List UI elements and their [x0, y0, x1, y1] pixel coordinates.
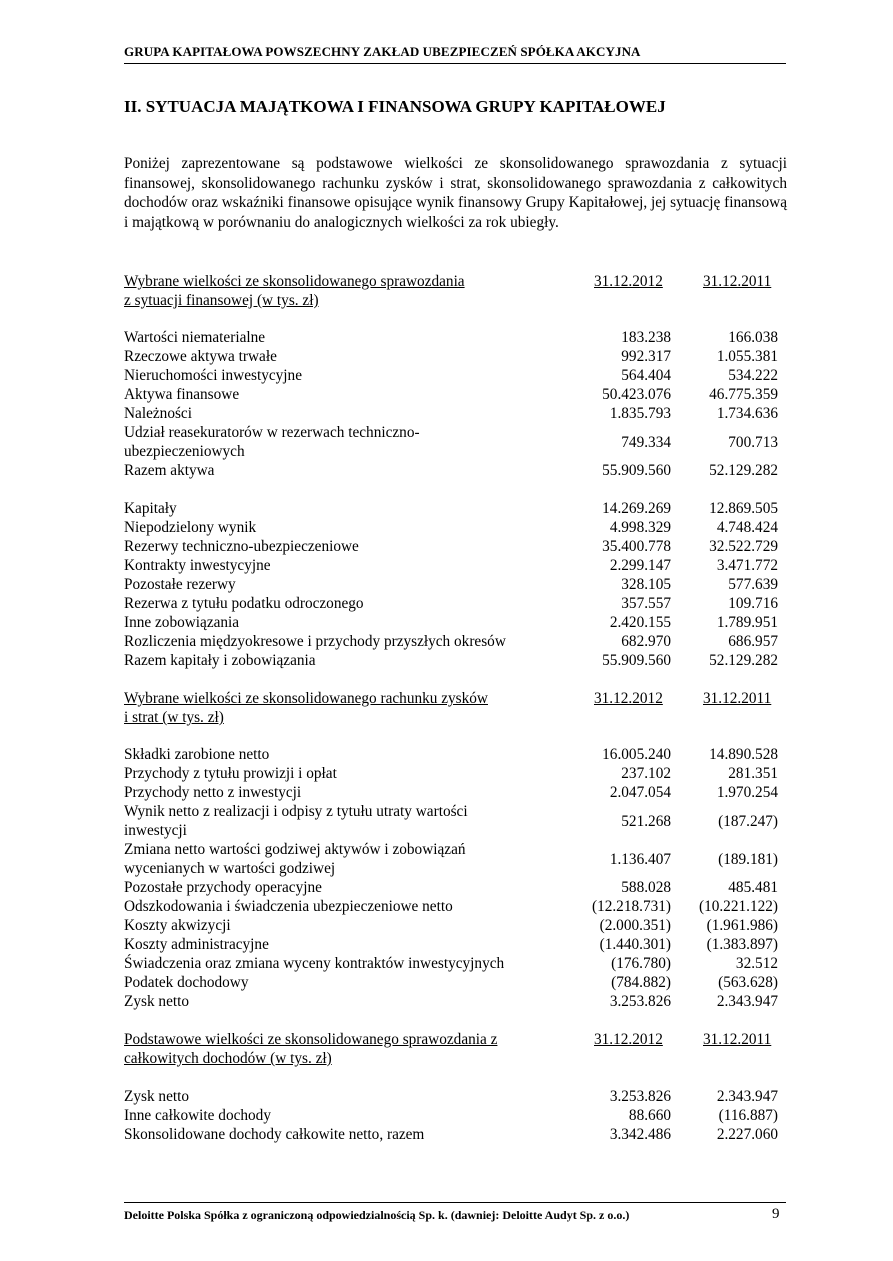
footer-rule	[124, 1202, 786, 1203]
row-value-2011: 32.522.729	[709, 538, 778, 555]
table-row	[124, 347, 780, 366]
row-label: Pozostałe przychody operacyjne	[124, 879, 322, 896]
row-value-2011: 1.789.951	[716, 614, 778, 631]
comprehensive-col-2011: 31.12.2011	[703, 1031, 772, 1048]
row-label: Rozliczenia międzyokresowe i przychody przyszłych okresów	[124, 633, 506, 650]
table-row	[124, 651, 780, 670]
row-value-2011: 2.343.947	[716, 993, 778, 1010]
table-row	[124, 916, 780, 935]
row-value-2011: 166.038	[728, 329, 778, 346]
table-row	[124, 518, 780, 537]
row-value-2012: (784.882)	[611, 974, 671, 991]
income-title-line2: i strat (w tys. zł)	[124, 709, 224, 726]
intro-paragraph: Poniżej zaprezentowane są podstawowe wielkości ze skonsolidowanego sprawozdania z sytuacji finansowej, skonsolidowanego rachunku zysków i strat, skonsolidowanego sprawozdania z całkowitych dochodów oraz wskaźniki finansowe opisujące wynik finansowy Grupy Kapitałowej, jej sytuację finansową i majątkową w porównaniu do analogicznych wielkości za rok ubiegły.	[124, 155, 787, 231]
row-label: Inne zobowiązania	[124, 614, 240, 631]
row-label: Skonsolidowane dochody całkowite netto, razem	[124, 1126, 425, 1143]
row-value-2012: 3.342.486	[609, 1126, 671, 1143]
row-label: Zysk netto	[124, 993, 190, 1010]
table-row	[124, 1087, 780, 1106]
row-value-2012: 2.420.155	[609, 614, 671, 631]
row-label: Nieruchomości inwestycyjne	[124, 367, 302, 384]
balance-title-line2: z sytuacji finansowej (w tys. zł)	[124, 292, 319, 309]
table-row	[124, 537, 780, 556]
income-col-2011: 31.12.2011	[703, 690, 772, 707]
row-label: Kapitały	[124, 500, 177, 517]
table-row	[124, 878, 780, 897]
row-label: Aktywa finansowe	[124, 386, 240, 403]
row-value-2012: 183.238	[621, 329, 671, 346]
row-label: Przychody z tytułu prowizji i opłat	[124, 765, 337, 782]
row-value-2012: 564.404	[621, 367, 671, 384]
row-value-2012: 55.909.560	[602, 462, 671, 479]
row-value-2012: 14.269.269	[602, 500, 671, 517]
table-row	[124, 461, 780, 480]
table-row	[124, 423, 780, 461]
comprehensive-title-line1: Podstawowe wielkości ze skonsolidowanego sprawozdania z	[124, 1031, 498, 1048]
row-value-2012: 55.909.560	[602, 652, 671, 669]
row-label: Należności	[124, 405, 192, 422]
row-value-2012: (12.218.731)	[591, 898, 671, 915]
income-section-header	[124, 689, 780, 729]
comprehensive-col-2012: 31.12.2012	[594, 1031, 663, 1048]
row-label: Podatek dochodowy	[124, 974, 249, 991]
row-value-2012: 50.423.076	[602, 386, 671, 403]
row-value-2011: 2.227.060	[716, 1126, 778, 1143]
table-row	[124, 935, 780, 954]
balance-col-2012: 31.12.2012	[594, 273, 663, 290]
row-value-2011: 1.970.254	[716, 784, 778, 801]
balance-col-2011: 31.12.2011	[703, 273, 772, 290]
table-row	[124, 802, 780, 840]
row-label: Inne całkowite dochody	[124, 1107, 271, 1124]
table-row	[124, 1125, 780, 1144]
row-value-2012: 1.835.793	[609, 405, 671, 422]
row-label: Razem kapitały i zobowiązania	[124, 652, 316, 669]
row-value-2012: 682.970	[621, 633, 671, 650]
row-label: Razem aktywa	[124, 462, 215, 479]
row-value-2011: 109.716	[728, 595, 778, 612]
row-value-2011: 1.734.636	[716, 405, 778, 422]
table-row	[124, 973, 780, 992]
row-value-2012: (2.000.351)	[599, 917, 671, 934]
row-value-2012: (1.440.301)	[599, 936, 671, 953]
section-heading: II. SYTUACJA MAJĄTKOWA I FINANSOWA GRUPY KAPITAŁOWEJ	[124, 97, 666, 116]
row-value-2011: 32.512	[735, 955, 778, 972]
row-value-2011: 52.129.282	[709, 652, 778, 669]
comprehensive-title-line2: całkowitych dochodów (w tys. zł)	[124, 1050, 332, 1067]
row-value-2012: 1.136.407	[609, 851, 671, 868]
row-value-2011: 700.713	[728, 434, 778, 451]
row-value-2011: 12.869.505	[709, 500, 778, 517]
table-row	[124, 366, 780, 385]
row-label: Kontrakty inwestycyjne	[124, 557, 271, 574]
table-row	[124, 992, 780, 1011]
income-title-line1: Wybrane wielkości ze skonsolidowanego rachunku zysków	[124, 690, 488, 707]
row-value-2011: (10.221.122)	[698, 898, 778, 915]
row-value-2011: 2.343.947	[716, 1088, 778, 1105]
table-row	[124, 745, 780, 764]
row-value-2011: 281.351	[728, 765, 778, 782]
row-value-2012: (176.780)	[611, 955, 671, 972]
row-label: Odszkodowania i świadczenia ubezpieczeniowe netto	[124, 898, 453, 915]
table-row	[124, 897, 780, 916]
row-value-2012: 357.557	[621, 595, 671, 612]
row-value-2012: 88.660	[628, 1107, 671, 1124]
row-value-2011: (187.247)	[718, 813, 778, 830]
table-row	[124, 1106, 780, 1125]
table-row	[124, 840, 780, 878]
row-value-2012: 3.253.826	[609, 993, 671, 1010]
row-label: Rezerwa z tytułu podatku odroczonego	[124, 595, 364, 612]
footer-text: Deloitte Polska Spółka z ograniczoną odpowiedzialnością Sp. k. (dawniej: Deloitte Audyt Sp. z o.o.)	[124, 1208, 630, 1222]
row-value-2011: 485.481	[728, 879, 778, 896]
table-row	[124, 499, 780, 518]
page-number: 9	[772, 1206, 780, 1222]
row-label: Udział reasekuratorów w rezerwach techniczno-ubezpieczeniowych	[124, 424, 420, 460]
row-value-2011: (563.628)	[718, 974, 778, 991]
row-value-2012: 3.253.826	[609, 1088, 671, 1105]
row-value-2011: 577.639	[728, 576, 778, 593]
row-label: Składki zarobione netto	[124, 746, 270, 763]
balance-title-line1: Wybrane wielkości ze skonsolidowanego sprawozdania	[124, 273, 465, 290]
row-label: Koszty akwizycji	[124, 917, 231, 934]
table-row	[124, 575, 780, 594]
row-label: Zmiana netto wartości godziwej aktywów i zobowiązań wycenianych w wartości godziwej	[124, 841, 466, 877]
table-row	[124, 404, 780, 423]
row-value-2012: 2.299.147	[609, 557, 671, 574]
row-value-2012: 237.102	[621, 765, 671, 782]
row-value-2011: (116.887)	[718, 1107, 778, 1124]
page-header-title: GRUPA KAPITAŁOWA POWSZECHNY ZAKŁAD UBEZPIECZEŃ SPÓŁKA AKCYJNA	[124, 44, 641, 59]
table-row	[124, 632, 780, 651]
row-value-2011: (1.961.986)	[706, 917, 778, 934]
row-label: Koszty administracyjne	[124, 936, 269, 953]
row-value-2011: (1.383.897)	[706, 936, 778, 953]
row-label: Rzeczowe aktywa trwałe	[124, 348, 277, 365]
row-value-2011: 46.775.359	[709, 386, 778, 403]
row-value-2011: 52.129.282	[709, 462, 778, 479]
row-value-2012: 4.998.329	[609, 519, 671, 536]
row-label: Zysk netto	[124, 1088, 190, 1105]
row-value-2012: 749.334	[621, 434, 671, 451]
row-value-2011: 4.748.424	[716, 519, 778, 536]
comprehensive-section-header	[124, 1030, 780, 1070]
table-row	[124, 385, 780, 404]
row-value-2011: 3.471.772	[716, 557, 778, 574]
table-row	[124, 783, 780, 802]
row-value-2012: 2.047.054	[609, 784, 671, 801]
row-label: Przychody netto z inwestycji	[124, 784, 302, 801]
table-row	[124, 613, 780, 632]
row-value-2012: 16.005.240	[602, 746, 671, 763]
row-value-2011: 534.222	[728, 367, 778, 384]
row-label: Rezerwy techniczno-ubezpieczeniowe	[124, 538, 359, 555]
row-value-2012: 588.028	[621, 879, 671, 896]
table-row	[124, 328, 780, 347]
balance-section-header	[124, 272, 780, 312]
row-value-2011: (189.181)	[718, 851, 778, 868]
row-label: Wartości niematerialne	[124, 329, 266, 346]
row-label: Pozostałe rezerwy	[124, 576, 236, 593]
income-col-2012: 31.12.2012	[594, 690, 663, 707]
table-row	[124, 556, 780, 575]
row-value-2011: 686.957	[728, 633, 778, 650]
header-rule	[124, 63, 786, 64]
table-row	[124, 954, 780, 973]
row-label: Wynik netto z realizacji i odpisy z tytułu utraty wartości inwestycji	[124, 803, 468, 839]
row-value-2011: 14.890.528	[709, 746, 778, 763]
row-label: Świadczenia oraz zmiana wyceny kontraktów inwestycyjnych	[124, 955, 505, 972]
row-value-2012: 35.400.778	[602, 538, 671, 555]
table-row	[124, 594, 780, 613]
row-label: Niepodzielony wynik	[124, 519, 257, 536]
row-value-2012: 328.105	[621, 576, 671, 593]
row-value-2012: 521.268	[621, 813, 671, 830]
row-value-2012: 992.317	[621, 348, 671, 365]
row-value-2011: 1.055.381	[716, 348, 778, 365]
table-row	[124, 764, 780, 783]
